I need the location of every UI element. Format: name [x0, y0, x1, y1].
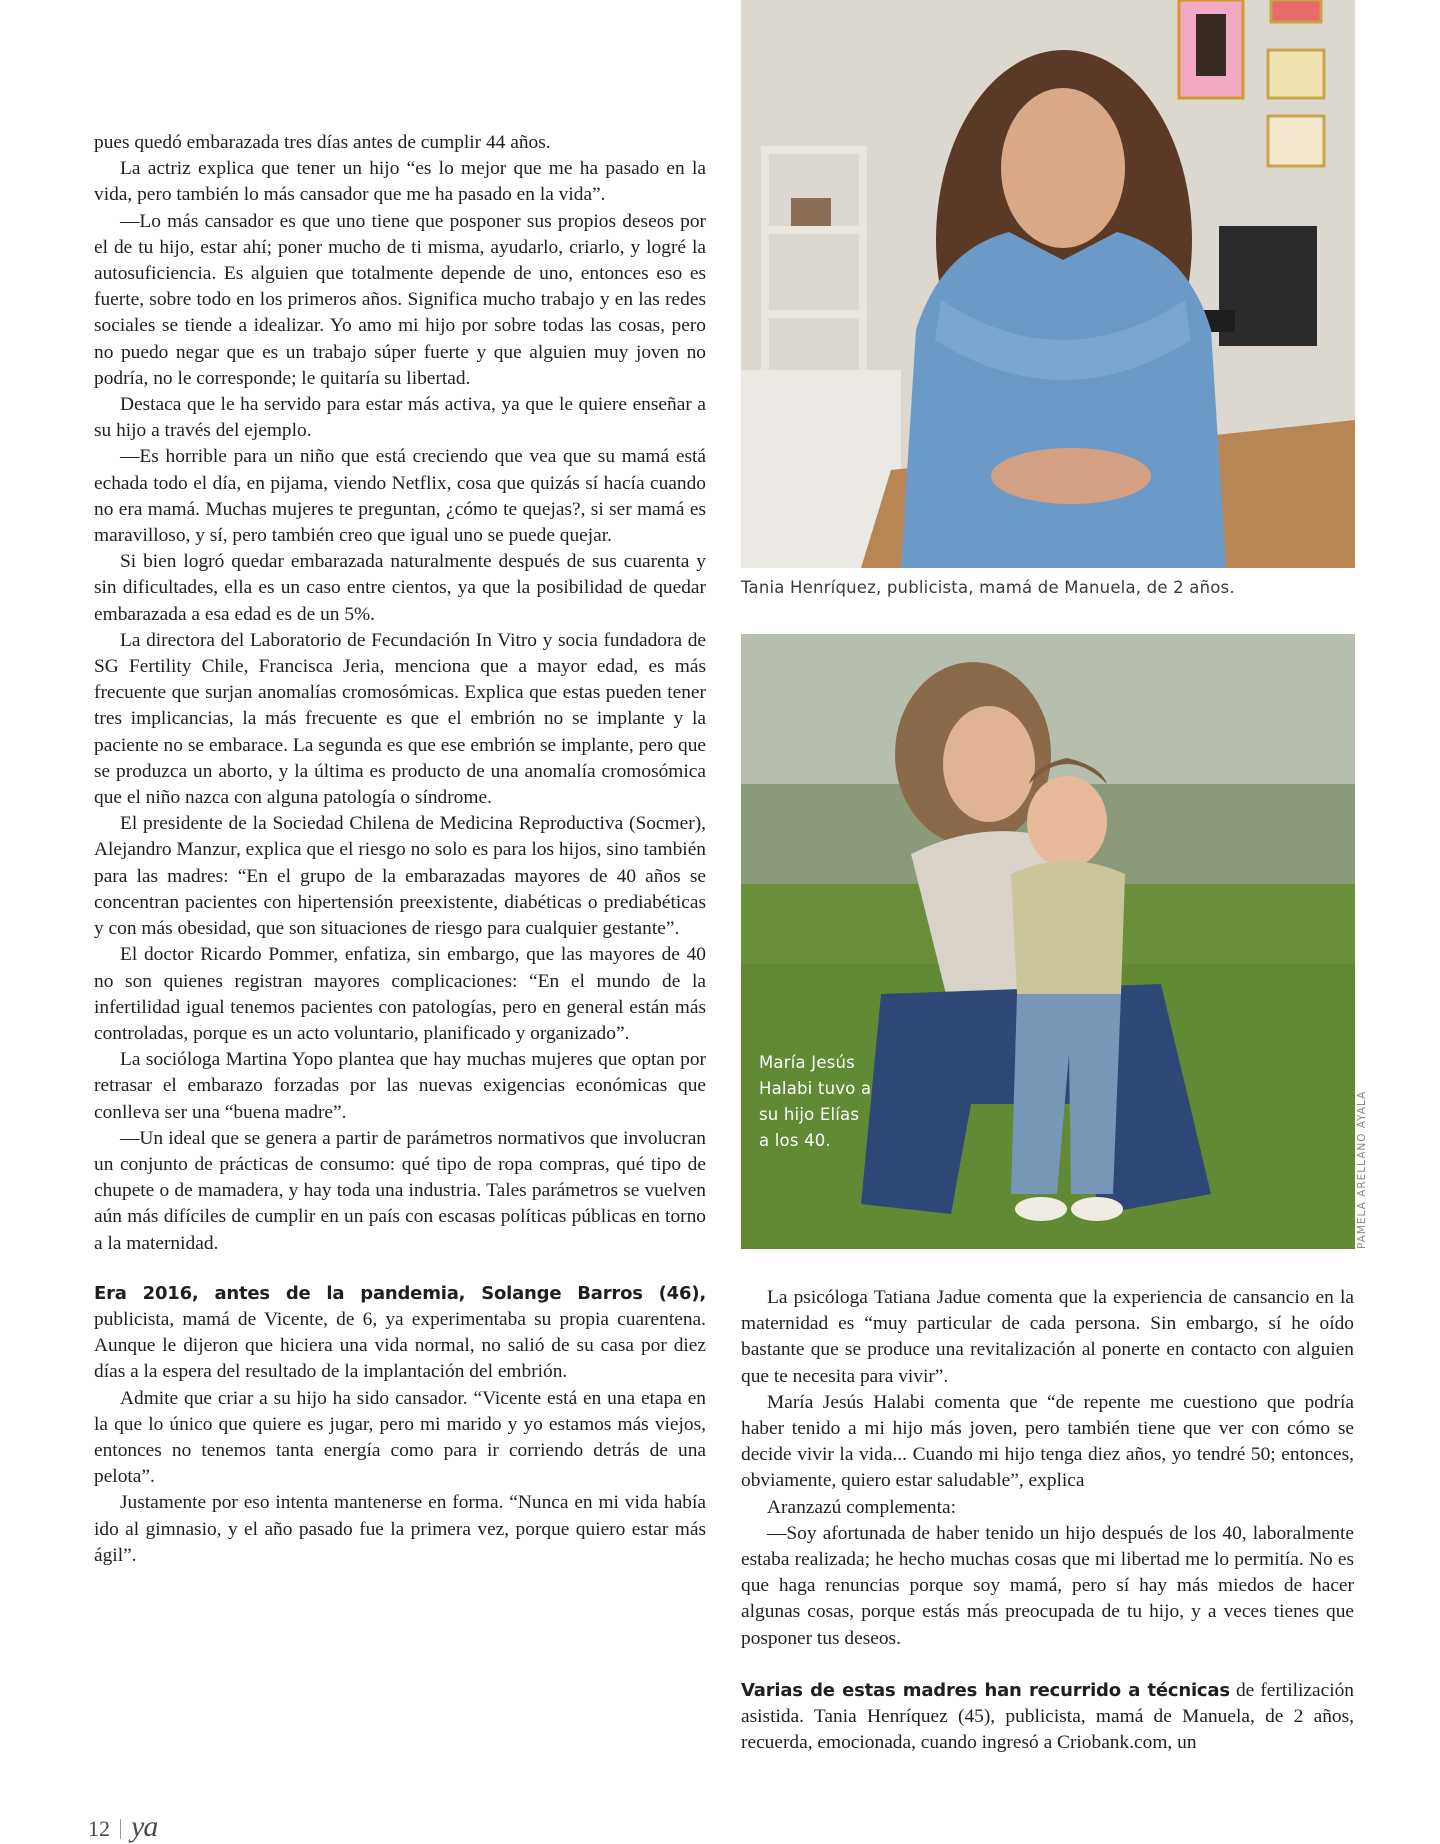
section-lead-paragraph: Era 2016, antes de la pandemia, Solange Barros (46), publicista, mamá de Vicente, de 6, ya experimentaba su propia cuarentena. Aunque le dijeron que hiciera una vida normal, no salió de su casa por diez días a la espera del resultado de la implantación del embrión. — [94, 1282, 706, 1383]
paragraph: —Es horrible para un niño que está creciendo que vea que su mamá está echada todo el día, en pijama, viendo Netflix, cosa que quizás sí hacía cuando no era mamá. Muchas mujeres te preguntan, ¿cómo te quejas?, si ser mamá es maravilloso, y sí, pero también creo que igual uno se puede quejar. — [94, 446, 706, 547]
paragraph: La psicóloga Tatiana Jadue comenta que la experiencia de cansancio en la maternidad es “muy particular de cada persona. Sin embargo, sí he oído bastante que se produce una revitalización al ponerte en contacto con alguien que te necesita para vivir”. — [741, 1287, 1354, 1387]
section-lead: Varias de estas madres han recurrido a técnicas — [741, 1679, 1230, 1701]
paragraph: Si bien logró quedar embarazada naturalmente después de sus cuarenta y sin dificultades, ella es un caso entre cientos, ya que la posibilidad de quedar embarazada a esa edad es de un 5%. — [94, 551, 706, 625]
photo-caption-overlay: María Jesús Halabi tuvo a su hijo Elías a los 40. — [759, 1053, 872, 1150]
paragraph: La directora del Laboratorio de Fecundación In Vitro y socia fundadora de SG Fertility Chile, Francisca Jeria, menciona que a mayor edad, es más frecuente que surjan anomalías cromosómicas. Explica que estas pueden tener tres implicancias, la más frecuente es que el embrión no se implante y la paciente no se embarace. La segunda es que ese embrión se implante, pero que se produzca un aborto, y la última es producto de una anomalía cromosómica que el niño nazca con alguna patología o síndrome. — [94, 629, 706, 809]
paragraph: María Jesús Halabi comenta que “de repente me cuestiono que podría haber tenido a mi hijo más joven, pero también tiene que ver con cómo se decide vivir la vida... Cuando mi hijo tenga diez años, yo tendré 50; entonces, obviamente, quiero estar saludable”, explica — [741, 1391, 1354, 1492]
photo-caption: Tania Henríquez, publicista, mamá de Manuela, de 2 años. — [741, 578, 1235, 597]
photo-tania-henriquez — [741, 0, 1355, 568]
paragraph: —Lo más cansador es que uno tiene que posponer sus propios deseos por el de tu hijo, estar ahí; poner mucho de ti misma, ayudarlo, criarlo, y logré la autosuficiencia. Es alguien que totalmente depende de uno, entonces eso es fuerte, sobre todo en los primeros años. Significa mucho trabajo y en las redes sociales se tiende a idealizar. Yo amo mi hijo por sobre todas las cosas, pero no puedo negar que es un trabajo súper fuerte y que alguien muy joven no podría, no le corresponde; le quitaría su libertad. — [94, 210, 706, 389]
photo-credit: PAMELA ARELLANO AYALA — [1356, 1090, 1368, 1249]
paragraph: Admite que criar a su hijo ha sido cansador. “Vicente está en una etapa en la que lo único que quiere es jugar, pero mi marido y yo estamos más viejos, entonces no tenemos tanta energía como para ir corriendo detrás de una pelota”. — [94, 1387, 706, 1488]
footer-divider — [120, 1819, 121, 1839]
photo-illustration — [741, 0, 1355, 568]
paragraph: El doctor Ricardo Pommer, enfatiza, sin embargo, que las mayores de 40 no son quienes registran mayores complicaciones: “En el mundo de la infertilidad igual tenemos pacientes con patologías, pero en general están más controladas, porque es un acto voluntario, planificado y organizado”. — [94, 944, 706, 1044]
paragraph: La socióloga Martina Yopo plantea que hay muchas mujeres que optan por retrasar el embarazo forzadas por las nuevas exigencias económicas que conlleva ser una “buena madre”. — [94, 1049, 706, 1123]
right-column — [741, 1285, 1354, 1756]
paragraph: Aranzazú complementa: — [767, 1496, 956, 1518]
section-lead-paragraph: Varias de estas madres han recurrido a técnicas de fertilización asistida. Tania Henríquez (45), publicista, mamá de Manuela, de 2 años, recuerda, emocionada, cuando ingresó a Criobank.com, un — [741, 1679, 1354, 1754]
left-column — [94, 130, 706, 1569]
photo-illustration — [741, 634, 1355, 1249]
paragraph: —Un ideal que se genera a partir de parámetros normativos que involucran un conjunto de prácticas de consumo: qué tipo de ropa compras, qué tipo de chupete o de mamadera, y hay toda una industria. Tales parámetros se vuelven aún más difíciles de cumplir en un país con escasas políticas públicas en torno a la maternidad. — [94, 1127, 706, 1254]
page-footer — [88, 1810, 157, 1844]
paragraph: El presidente de la Sociedad Chilena de Medicina Reproductiva (Socmer), Alejandro Manzur, explica que el riesgo no solo es para los hijos, sino también para las madres: “En el grupo de la embarazadas mayores de 40 años se concentran pacientes con hipertensión preexistente, diabéticas o prediabéticas y con más obesidad, que son situaciones de riesgo para cualquier gestante”. — [94, 813, 706, 940]
paragraph: Destaca que le ha servido para estar más activa, ya que le quiere enseñar a su hijo a través del ejemplo. — [94, 394, 706, 442]
paragraph: —Soy afortunada de haber tenido un hijo después de los 40, laboralmente estaba realizada; he hecho muchas cosas que mi libertad me lo permitía. No es que haga renuncias porque soy mamá, pero sí hay más miedos de hacer algunas cosas, porque estás más preocupada de tu hijo, y a veces tienes que posponer tus deseos. — [741, 1522, 1354, 1649]
page-number: 12 — [88, 1816, 110, 1841]
photo-maria-jesus-halabi — [741, 634, 1355, 1249]
paragraph: pues quedó embarazada tres días antes de cumplir 44 años. — [94, 132, 551, 153]
section-lead: Era 2016, antes de la pandemia, Solange Barros (46), — [94, 1282, 706, 1304]
paragraph: La actriz explica que tener un hijo “es lo mejor que me ha pasado en la vida, pero también lo más cansador que me ha pasado en la vida”. — [94, 158, 706, 206]
paragraph: Justamente por eso intenta mantenerse en forma. “Nunca en mi vida había ido al gimnasio, y el año pasado fue la primera vez, porque quiero estar más ágil”. — [94, 1492, 706, 1566]
magazine-logo: ya — [131, 1810, 158, 1843]
